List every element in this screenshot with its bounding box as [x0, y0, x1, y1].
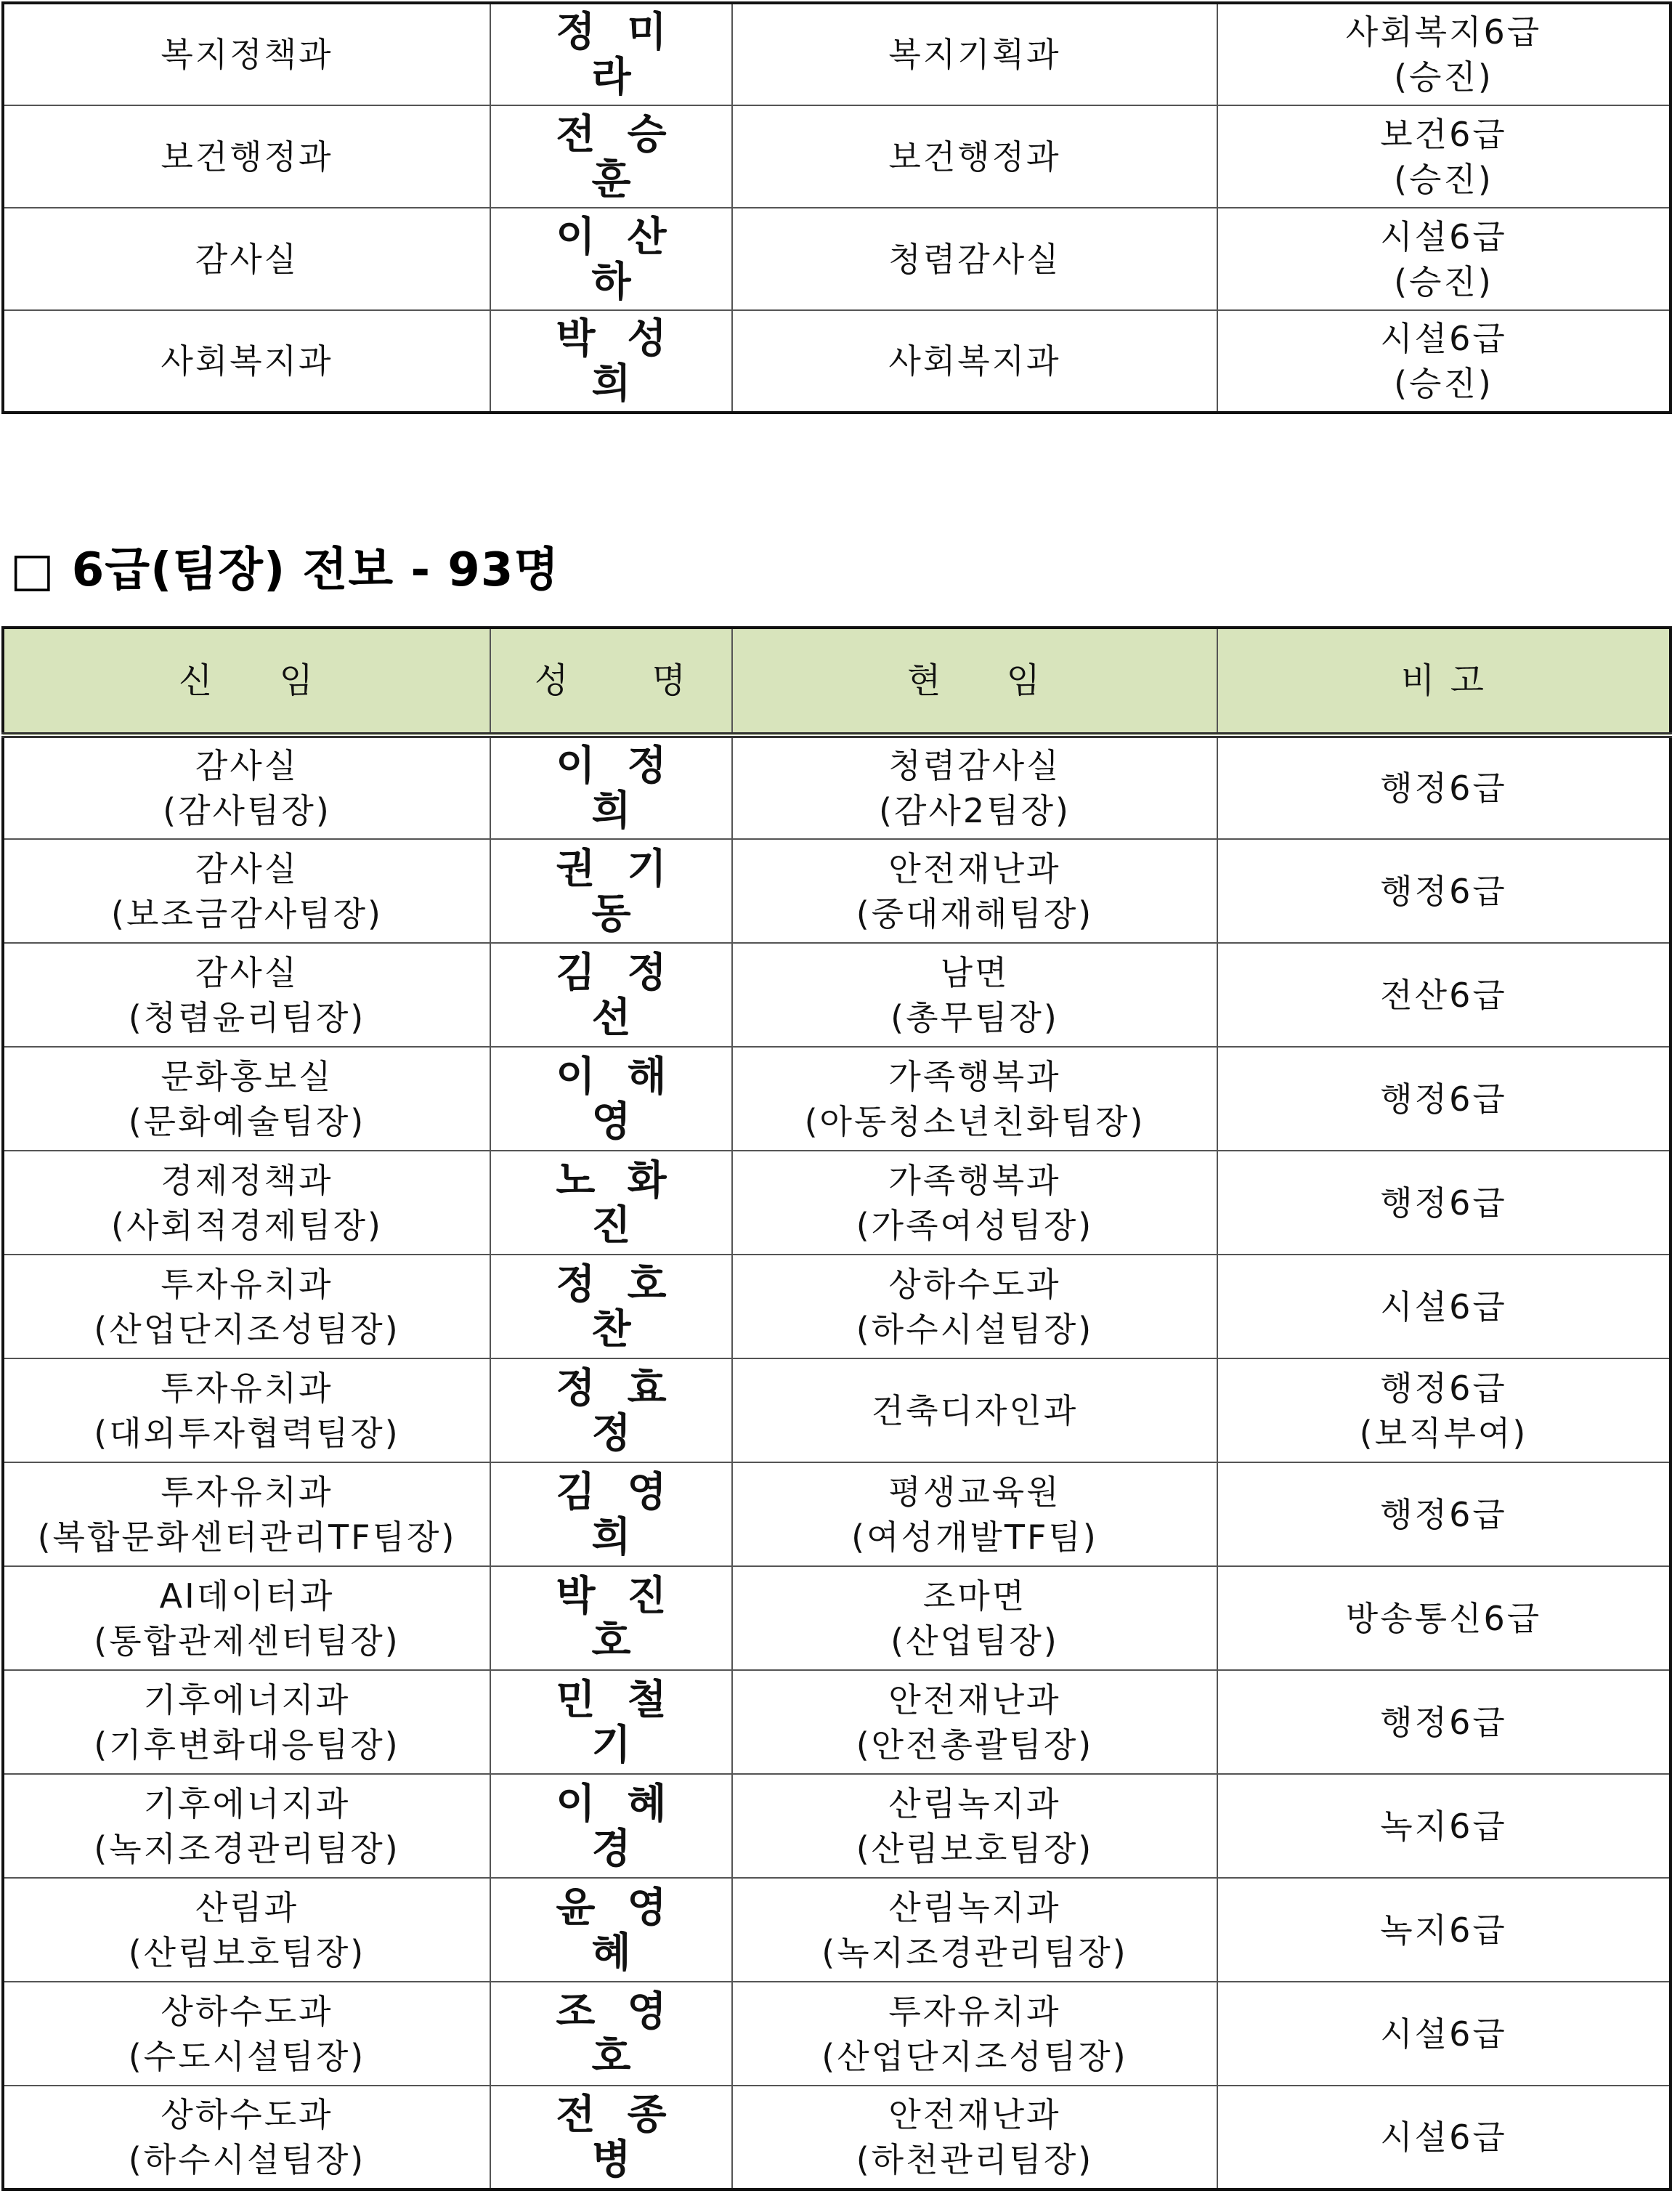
current-post-cell-line: 안전재난과 — [888, 2095, 1061, 2134]
note-cell-line: 시설6급 — [1380, 216, 1507, 256]
current-post-cell-line: 평생교육원 — [888, 1472, 1061, 1512]
current-post-cell-line: (하천관리팀장) — [856, 2140, 1094, 2179]
new-post-cell — [3, 1151, 490, 1255]
person-name: 김영희 — [490, 1462, 732, 1566]
table-row — [3, 1878, 1671, 1982]
new-post-cell-line: 상하수도과 — [161, 2095, 333, 2134]
note-cell-line: 행정6급 — [1380, 1702, 1507, 1742]
current-post-cell-line: (산림보호팀장) — [856, 1828, 1094, 1868]
new-post-cell-line: 문화홍보실 — [161, 1056, 333, 1096]
current-post-cell — [732, 105, 1217, 208]
new-post-cell — [3, 943, 490, 1047]
note-cell — [1217, 2086, 1671, 2189]
new-post-cell-line: (수도시설팀장) — [128, 2036, 366, 2076]
table-row — [3, 943, 1671, 1047]
note-cell — [1217, 735, 1671, 839]
note-cell — [1217, 3, 1671, 105]
table-row — [3, 208, 1671, 310]
note-cell — [1217, 1774, 1671, 1878]
new-post-cell-line: 상하수도과 — [161, 1991, 333, 2031]
current-post-cell-line: 보건행정과 — [888, 137, 1061, 177]
new-post-cell — [3, 1670, 490, 1774]
current-post-cell-line: (여성개발TF팀) — [851, 1517, 1098, 1557]
note-cell-line: 전산6급 — [1380, 975, 1507, 1015]
current-post-cell-line: (녹지조경관리팀장) — [821, 1932, 1128, 1972]
person-name: 이혜경 — [490, 1774, 732, 1878]
person-name: 민철기 — [490, 1670, 732, 1774]
note-cell-line: 행정6급 — [1380, 1079, 1507, 1119]
new-post-cell-line: (통합관제센터팀장) — [94, 1621, 400, 1661]
current-post-cell — [732, 1670, 1217, 1774]
current-post-cell-line: 산림녹지과 — [888, 1887, 1061, 1927]
note-cell-line: 녹지6급 — [1380, 1806, 1507, 1846]
current-post-cell — [732, 1982, 1217, 2086]
note-cell — [1217, 1878, 1671, 1982]
note-cell — [1217, 1566, 1671, 1670]
current-post-cell-line: (총무팀장) — [890, 997, 1059, 1037]
person-name: 전승훈 — [490, 105, 732, 208]
person-name: 김정선 — [490, 943, 732, 1047]
header-note: 비 고 — [1217, 628, 1671, 735]
header-row — [3, 628, 1671, 735]
new-post-cell-line: (산업단지조성팀장) — [94, 1309, 400, 1349]
note-cell — [1217, 943, 1671, 1047]
new-post-cell-line: 기후에너지과 — [143, 1783, 351, 1823]
current-post-cell — [732, 3, 1217, 105]
current-post-cell-line: 사회복지과 — [888, 341, 1061, 381]
current-post-cell — [732, 943, 1217, 1047]
new-post-cell-line: (보조금감사팀장) — [111, 894, 383, 933]
note-cell-line: 행정6급 — [1380, 1183, 1507, 1223]
note-cell — [1217, 1462, 1671, 1566]
person-name: 이정희 — [490, 735, 732, 839]
person-name: 박성희 — [490, 310, 732, 413]
current-post-cell — [732, 1462, 1217, 1566]
table-row — [3, 1047, 1671, 1151]
person-name: 이해영 — [490, 1047, 732, 1151]
current-post-cell-line: (아동청소년친화팀장) — [804, 1101, 1145, 1141]
new-post-cell-line: 투자유치과 — [161, 1368, 333, 1408]
note-cell — [1217, 1151, 1671, 1255]
note-cell-line: (승진) — [1394, 159, 1493, 199]
person-name: 박진호 — [490, 1566, 732, 1670]
header-current-post-char-1: 현 — [907, 660, 943, 701]
table-row — [3, 1151, 1671, 1255]
current-post-cell — [732, 839, 1217, 943]
current-post-cell-line: 청렴감사실 — [888, 746, 1061, 785]
current-post-cell-line: 투자유치과 — [888, 1991, 1061, 2031]
current-post-cell — [732, 208, 1217, 310]
new-post-cell-line: (기후변화대응팀장) — [94, 1725, 400, 1765]
new-post-cell — [3, 1982, 490, 2086]
current-post-cell — [732, 735, 1217, 839]
new-post-cell-line: (하수시설팀장) — [128, 2140, 366, 2179]
new-post-cell — [3, 105, 490, 208]
new-post-cell — [3, 1255, 490, 1358]
table-row — [3, 3, 1671, 105]
new-post-cell-line: 감사실 — [195, 952, 299, 992]
header-current-post-char-2: 임 — [1006, 660, 1042, 701]
current-post-cell — [732, 1151, 1217, 1255]
header-name-char-2: 명 — [652, 660, 688, 701]
note-cell-line: 행정6급 — [1380, 1494, 1507, 1534]
new-post-cell-line: (산림보호팀장) — [128, 1932, 366, 1972]
new-post-cell-line: 기후에너지과 — [143, 1680, 351, 1719]
new-post-cell-line: AI데이터과 — [159, 1576, 335, 1616]
current-post-cell-line: 가족행복과 — [888, 1160, 1061, 1200]
note-cell-line: 보건6급 — [1380, 114, 1507, 154]
note-cell — [1217, 1255, 1671, 1358]
person-name: 정호찬 — [490, 1255, 732, 1358]
table-row — [3, 735, 1671, 839]
new-post-cell-line: 감사실 — [195, 746, 299, 785]
new-post-cell — [3, 1878, 490, 1982]
note-cell-line: 방송통신6급 — [1345, 1598, 1542, 1638]
table-row — [3, 1566, 1671, 1670]
new-post-cell-line: (복합문화센터관리TF팀장) — [37, 1517, 457, 1557]
current-post-cell-line: (중대재해팀장) — [856, 894, 1094, 933]
new-post-cell — [3, 1566, 490, 1670]
table-row — [3, 1255, 1671, 1358]
new-post-cell-line: 투자유치과 — [161, 1264, 333, 1304]
note-cell — [1217, 1047, 1671, 1151]
note-cell-line: 행정6급 — [1380, 871, 1507, 911]
current-post-cell — [732, 1047, 1217, 1151]
table-row — [3, 1358, 1671, 1462]
table-row — [3, 2086, 1671, 2189]
person-name: 조영호 — [490, 1982, 732, 2086]
note-cell-line: (보직부여) — [1359, 1413, 1528, 1453]
person-name: 윤영혜 — [490, 1878, 732, 1982]
new-post-cell-line: 산림과 — [195, 1887, 299, 1927]
new-post-cell-line: (녹지조경관리팀장) — [94, 1828, 400, 1868]
new-post-cell-line: (사회적경제팀장) — [111, 1205, 383, 1245]
current-post-cell-line: 안전재난과 — [888, 1680, 1061, 1719]
current-post-cell-line: (안전총괄팀장) — [856, 1725, 1094, 1765]
new-post-cell — [3, 1358, 490, 1462]
note-cell — [1217, 839, 1671, 943]
new-post-cell-line: (감사팀장) — [163, 791, 331, 830]
table-row — [3, 1982, 1671, 2086]
person-name: 전종병 — [490, 2086, 732, 2189]
note-cell — [1217, 105, 1671, 208]
main-table-body — [3, 735, 1671, 2189]
table-row — [3, 1462, 1671, 1566]
new-post-cell-line: 사회복지과 — [161, 341, 333, 381]
top-personnel-table — [1, 1, 1672, 414]
current-post-cell-line: 상하수도과 — [888, 1264, 1061, 1304]
new-post-cell-line: (대외투자협력팀장) — [94, 1413, 400, 1453]
header-name-char-1: 성 — [535, 660, 571, 701]
new-post-cell-line: 투자유치과 — [161, 1472, 333, 1512]
note-cell — [1217, 208, 1671, 310]
note-cell-line: 시설6급 — [1380, 319, 1507, 358]
new-post-cell-line: 감사실 — [195, 848, 299, 888]
header-new-post — [3, 628, 490, 735]
new-post-cell — [3, 839, 490, 943]
new-post-cell-line: (문화예술팀장) — [128, 1101, 366, 1141]
current-post-cell-line: 남면 — [940, 952, 1010, 992]
person-name: 권기동 — [490, 839, 732, 943]
current-post-cell-line: 복지기획과 — [888, 35, 1061, 74]
table-row — [3, 839, 1671, 943]
current-post-cell — [732, 1774, 1217, 1878]
note-cell-line: 사회복지6급 — [1345, 12, 1542, 52]
current-post-cell-line: (가족여성팀장) — [856, 1205, 1094, 1245]
table-row — [3, 105, 1671, 208]
new-post-cell — [3, 3, 490, 105]
note-cell — [1217, 310, 1671, 413]
current-post-cell-line: 건축디자인과 — [871, 1390, 1079, 1430]
note-cell — [1217, 1982, 1671, 2086]
new-post-cell — [3, 1462, 490, 1566]
top-table-body — [3, 3, 1671, 413]
person-name: 이산하 — [490, 208, 732, 310]
table-row — [3, 1670, 1671, 1774]
new-post-cell — [3, 735, 490, 839]
new-post-cell — [3, 2086, 490, 2189]
header-current-post — [732, 628, 1217, 735]
current-post-cell-line: (산업팀장) — [890, 1621, 1059, 1661]
new-post-cell — [3, 1047, 490, 1151]
note-cell-line: (승진) — [1394, 57, 1493, 97]
person-name: 정미라 — [490, 3, 732, 105]
new-post-cell-line: 보건행정과 — [161, 137, 333, 177]
current-post-cell-line: (산업단지조성팀장) — [821, 2036, 1128, 2076]
new-post-cell-line: 감사실 — [195, 239, 299, 279]
note-cell — [1217, 1358, 1671, 1462]
header-new-post-char-1: 신 — [179, 660, 215, 701]
current-post-cell-line: 청렴감사실 — [888, 239, 1061, 279]
table-header — [3, 628, 1671, 735]
team-leader-transfer-table — [1, 626, 1672, 2191]
note-cell-line: 시설6급 — [1380, 1287, 1507, 1326]
note-cell-line: 행정6급 — [1380, 769, 1507, 808]
new-post-cell-line: 경제정책과 — [161, 1160, 333, 1200]
table-row — [3, 310, 1671, 413]
new-post-cell-line: (청렴윤리팀장) — [128, 997, 366, 1037]
current-post-cell — [732, 1878, 1217, 1982]
section-title: □ 6급(팀장) 전보 - 93명 — [10, 543, 560, 597]
note-cell-line: 시설6급 — [1380, 2014, 1507, 2054]
current-post-cell-line: (하수시설팀장) — [856, 1309, 1094, 1349]
note-cell-line: (승진) — [1394, 262, 1493, 301]
current-post-cell-line: 안전재난과 — [888, 848, 1061, 888]
new-post-cell — [3, 208, 490, 310]
current-post-cell — [732, 1566, 1217, 1670]
note-cell-line: 행정6급 — [1380, 1368, 1507, 1408]
person-name: 정효정 — [490, 1358, 732, 1462]
table-row — [3, 1774, 1671, 1878]
new-post-cell — [3, 310, 490, 413]
note-cell-line: 녹지6급 — [1380, 1910, 1507, 1950]
new-post-cell-line: 복지정책과 — [161, 35, 333, 74]
current-post-cell — [732, 2086, 1217, 2189]
note-cell — [1217, 1670, 1671, 1774]
person-name: 노화진 — [490, 1151, 732, 1255]
note-cell-line: (승진) — [1394, 364, 1493, 403]
current-post-cell — [732, 310, 1217, 413]
current-post-cell-line: (감사2팀장) — [879, 791, 1071, 830]
header-new-post-char-2: 임 — [279, 660, 315, 701]
current-post-cell-line: 가족행복과 — [888, 1056, 1061, 1096]
current-post-cell — [732, 1255, 1217, 1358]
new-post-cell — [3, 1774, 490, 1878]
header-name — [490, 628, 732, 735]
current-post-cell — [732, 1358, 1217, 1462]
current-post-cell-line: 조마면 — [922, 1576, 1027, 1616]
current-post-cell-line: 산림녹지과 — [888, 1783, 1061, 1823]
note-cell-line: 시설6급 — [1380, 2118, 1507, 2157]
